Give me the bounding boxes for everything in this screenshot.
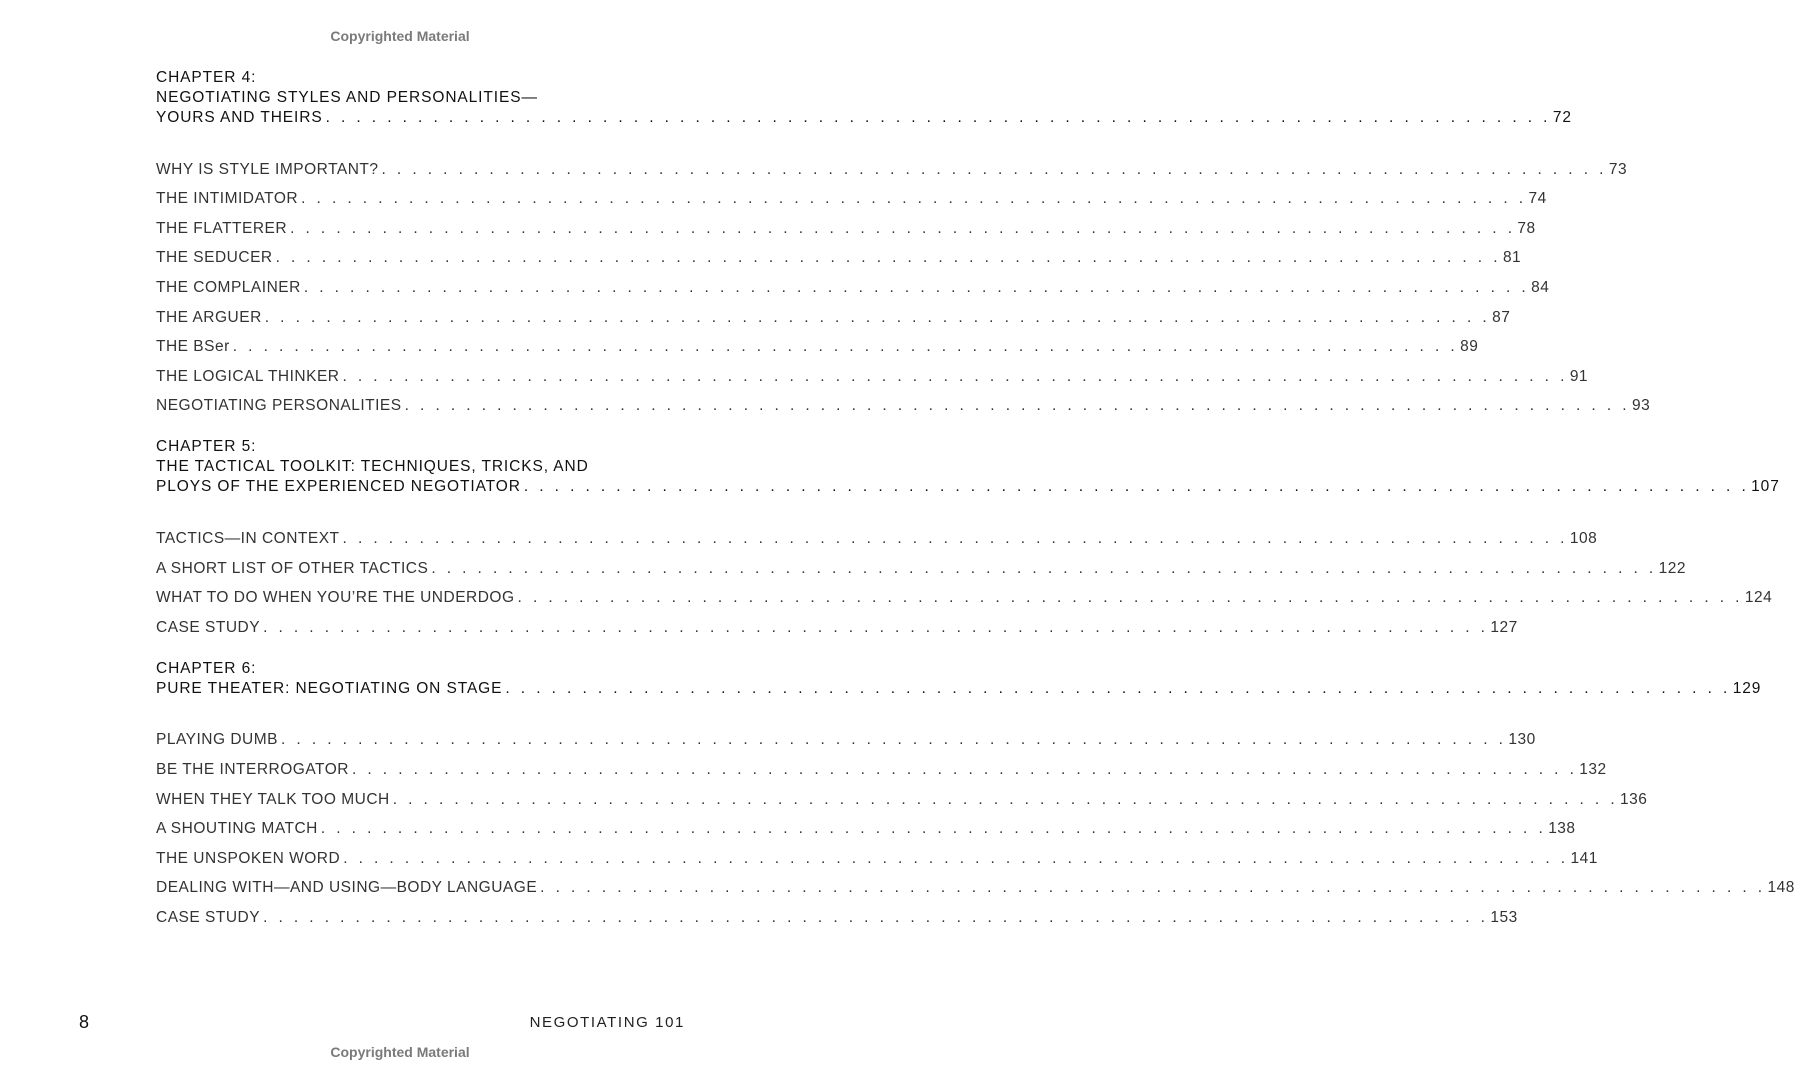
- chapter-label: CHAPTER 6:: [156, 659, 257, 677]
- toc-entry[interactable]: [156, 356, 1589, 386]
- toc-entry[interactable]: [156, 208, 1536, 238]
- entry-page-number: 73: [1608, 160, 1628, 178]
- entry-title: WHEN THEY TALK TOO MUCH: [156, 790, 390, 808]
- chapter-5-entries: [156, 518, 1773, 636]
- table-of-contents: [156, 68, 1795, 927]
- entry-title: CASE STUDY: [156, 618, 261, 636]
- section-spacer: [156, 637, 614, 659]
- entry-page-number: 93: [1631, 397, 1651, 415]
- chapter-title: PURE THEATER: NEGOTIATING ON STAGE: [156, 679, 503, 697]
- entry-title: DEALING WITH—AND USING—BODY LANGUAGE: [156, 879, 538, 897]
- entry-page-number: 81: [1502, 249, 1522, 267]
- chapter-label: CHAPTER 5:: [156, 438, 257, 456]
- dot-leader: . . . . . . . . . . . . . . . . . . . . . . . . . . . . . . . . . . . . . . . . . . . . . . . . . . . . . . . . . . . . . . . . . . . . . . . . . . . . . . . .: [342, 529, 1568, 547]
- dot-leader: . . . . . . . . . . . . . . . . . . . . . . . . . . . . . . . . . . . . . . . . . . . . . . . . . . . . . . . . . . . . . . . . . . . . . . . . . . . . . . . .: [431, 559, 1657, 577]
- dot-leader: . . . . . . . . . . . . . . . . . . . . . . . . . . . . . . . . . . . . . . . . . . . . . . . . . . . . . . . . . . . . . . . . . . . . . . . . . . . . . . . .: [343, 849, 1569, 867]
- section-spacer: [156, 415, 614, 437]
- dot-leader: . . . . . . . . . . . . . . . . . . . . . . . . . . . . . . . . . . . . . . . . . . . . . . . . . . . . . . . . . . . . . . . . . . . . . . . . . . . . . . . .: [263, 908, 1489, 926]
- entry-title: THE BSer: [156, 338, 230, 356]
- dot-leader: . . . . . . . . . . . . . . . . . . . . . . . . . . . . . . . . . . . . . . . . . . . . . . . . . . . . . . . . . . . . . . . . . . . . . . . . . . . . . . . .: [275, 249, 1501, 267]
- toc-entry[interactable]: [156, 578, 1773, 608]
- dot-leader: . . . . . . . . . . . . . . . . . . . . . . . . . . . . . . . . . . . . . . . . . . . . . . . . . . . . . . . . . . . . . . . . . . . . . . . . . . . . . . . .: [381, 160, 1607, 178]
- running-footer-title: NEGOTIATING 101: [529, 1014, 685, 1031]
- dot-leader: . . . . . . . . . . . . . . . . . . . . . . . . . . . . . . . . . . . . . . . . . . . . . . . . . . . . . . . . . . . . . . . . . . . . . . . . . . . . . . . .: [301, 190, 1527, 208]
- entry-page-number: 89: [1460, 338, 1479, 356]
- entry-title: THE INTIMIDATOR: [156, 190, 299, 208]
- dot-leader: . . . . . . . . . . . . . . . . . . . . . . . . . . . . . . . . . . . . . . . . . . . . . . . . . . . . . . . . . . . . . . . . . . . . . . . . . . . . . . . .: [325, 109, 1551, 126]
- chapter-6-entries: [156, 720, 1795, 927]
- entry-page-number: 91: [1569, 367, 1589, 385]
- dot-leader: . . . . . . . . . . . . . . . . . . . . . . . . . . . . . . . . . . . . . . . . . . . . . . . . . . . . . . . . . . . . . . . . . . . . . . . . . . . . . . . .: [342, 367, 1568, 385]
- toc-entry[interactable]: [156, 267, 1550, 297]
- chapter-4-entries: [156, 149, 1651, 415]
- entry-title: NEGOTIATING PERSONALITIES: [156, 397, 402, 415]
- chapter-label: CHAPTER 4:: [156, 69, 257, 86]
- toc-entry[interactable]: [156, 179, 1547, 209]
- dot-leader: . . . . . . . . . . . . . . . . . . . . . . . . . . . . . . . . . . . . . . . . . . . . . . . . . . . . . . . . . . . . . . . . . . . . . . . . . . . . . . . .: [505, 679, 1731, 697]
- chapter-6-heading: [156, 659, 1762, 699]
- dot-leader: . . . . . . . . . . . . . . . . . . . . . . . . . . . . . . . . . . . . . . . . . . . . . . . . . . . . . . . . . . . . . . . . . . . . . . . . . . . . . . . .: [232, 338, 1459, 356]
- entry-page-number: 122: [1658, 559, 1687, 577]
- entry-page-number: 87: [1492, 308, 1511, 326]
- entry-title: THE COMPLAINER: [156, 278, 301, 296]
- entry-title: THE FLATTERER: [156, 219, 288, 237]
- dot-leader: . . . . . . . . . . . . . . . . . . . . . . . . . . . . . . . . . . . . . . . . . . . . . . . . . . . . . . . . . . . . . . . . . . . . . . . . . . . . . . . .: [351, 760, 1578, 778]
- chapter-page-number: 129: [1732, 679, 1762, 697]
- dot-leader: . . . . . . . . . . . . . . . . . . . . . . . . . . . . . . . . . . . . . . . . . . . . . . . . . . . . . . . . . . . . . . . . . . . . . . . . . . . . . . . .: [320, 820, 1547, 838]
- chapter-title: PLOYS OF THE EXPERIENCED NEGOTIATOR: [156, 478, 521, 496]
- entry-page-number: 127: [1490, 618, 1518, 636]
- entry-title: THE LOGICAL THINKER: [156, 367, 340, 385]
- entry-page-number: 84: [1531, 278, 1550, 296]
- entry-page-number: 130: [1508, 731, 1536, 749]
- dot-leader: . . . . . . . . . . . . . . . . . . . . . . . . . . . . . . . . . . . . . . . . . . . . . . . . . . . . . . . . . . . . . . . . . . . . . . . . . . . . . . . .: [281, 731, 1507, 749]
- entry-title: A SHOUTING MATCH: [156, 820, 318, 838]
- toc-entry[interactable]: [156, 238, 1522, 268]
- chapter-page-number: 72: [1552, 109, 1572, 126]
- page-number: 8: [79, 1012, 90, 1032]
- chapter-title-last-line[interactable]: [156, 477, 1780, 497]
- toc-entry[interactable]: [156, 607, 1518, 637]
- toc-entry[interactable]: [156, 149, 1628, 179]
- entry-page-number: 74: [1528, 190, 1547, 208]
- dot-leader: . . . . . . . . . . . . . . . . . . . . . . . . . . . . . . . . . . . . . . . . . . . . . . . . . . . . . . . . . . . . . . . . . . . . . . . . . . . . . . . .: [263, 618, 1489, 636]
- entry-page-number: 108: [1569, 529, 1598, 547]
- toc-entry[interactable]: [156, 386, 1651, 416]
- toc-entry[interactable]: [156, 868, 1795, 898]
- chapter-title-last-line[interactable]: [156, 679, 1762, 699]
- entry-title: WHAT TO DO WHEN YOU’RE THE UNDERDOG: [156, 589, 515, 607]
- entry-title: THE UNSPOKEN WORD: [156, 849, 341, 867]
- toc-entry[interactable]: [156, 809, 1576, 839]
- toc-entry[interactable]: [156, 548, 1687, 578]
- toc-entry[interactable]: [156, 518, 1598, 548]
- dot-leader: . . . . . . . . . . . . . . . . . . . . . . . . . . . . . . . . . . . . . . . . . . . . . . . . . . . . . . . . . . . . . . . . . . . . . . . . . . . . . . . .: [523, 478, 1750, 496]
- toc-entry[interactable]: [156, 720, 1536, 750]
- entry-page-number: 132: [1579, 760, 1607, 778]
- copyright-watermark-bottom: Copyrighted Material: [330, 1044, 470, 1060]
- entry-title: TACTICS—IN CONTEXT: [156, 529, 340, 547]
- toc-entry[interactable]: [156, 838, 1598, 868]
- chapter-title-line: NEGOTIATING STYLES AND PERSONALITIES—: [156, 89, 538, 106]
- entry-page-number: 124: [1744, 589, 1773, 607]
- entry-title: THE ARGUER: [156, 308, 262, 326]
- chapter-title-last-line[interactable]: [156, 108, 1572, 128]
- entry-page-number: 78: [1517, 219, 1536, 237]
- entry-page-number: 136: [1620, 790, 1648, 808]
- chapter-5-heading: [156, 437, 1780, 497]
- toc-entry[interactable]: [156, 297, 1511, 327]
- entry-title: PLAYING DUMB: [156, 731, 278, 749]
- toc-entry[interactable]: [156, 897, 1518, 927]
- chapter-4-heading: [156, 68, 1572, 128]
- toc-entry[interactable]: [156, 327, 1479, 357]
- entry-page-number: 138: [1548, 820, 1576, 838]
- entry-title: THE SEDUCER: [156, 249, 273, 267]
- dot-leader: . . . . . . . . . . . . . . . . . . . . . . . . . . . . . . . . . . . . . . . . . . . . . . . . . . . . . . . . . . . . . . . . . . . . . . . . . . . . . . . .: [392, 790, 1619, 808]
- dot-leader: . . . . . . . . . . . . . . . . . . . . . . . . . . . . . . . . . . . . . . . . . . . . . . . . . . . . . . . . . . . . . . . . . . . . . . . . . . . . . . . .: [540, 879, 1766, 897]
- dot-leader: . . . . . . . . . . . . . . . . . . . . . . . . . . . . . . . . . . . . . . . . . . . . . . . . . . . . . . . . . . . . . . . . . . . . . . . . . . . . . . . .: [264, 308, 1491, 326]
- chapter-title-line: THE TACTICAL TOOLKIT: TECHNIQUES, TRICKS, AND: [156, 458, 589, 476]
- entry-title: BE THE INTERROGATOR: [156, 760, 349, 778]
- copyright-watermark-top: Copyrighted Material: [330, 28, 470, 44]
- entry-title: A SHORT LIST OF OTHER TACTICS: [156, 559, 429, 577]
- dot-leader: . . . . . . . . . . . . . . . . . . . . . . . . . . . . . . . . . . . . . . . . . . . . . . . . . . . . . . . . . . . . . . . . . . . . . . . . . . . . . . . .: [517, 589, 1743, 607]
- dot-leader: . . . . . . . . . . . . . . . . . . . . . . . . . . . . . . . . . . . . . . . . . . . . . . . . . . . . . . . . . . . . . . . . . . . . . . . . . . . . . . . .: [303, 278, 1530, 296]
- chapter-page-number: 107: [1751, 478, 1780, 496]
- entry-title: CASE STUDY: [156, 908, 261, 926]
- dot-leader: . . . . . . . . . . . . . . . . . . . . . . . . . . . . . . . . . . . . . . . . . . . . . . . . . . . . . . . . . . . . . . . . . . . . . . . . . . . . . . . .: [290, 219, 1516, 237]
- toc-entry[interactable]: [156, 779, 1648, 809]
- entry-page-number: 153: [1490, 908, 1518, 926]
- entry-page-number: 141: [1570, 849, 1598, 867]
- toc-entry[interactable]: [156, 749, 1607, 779]
- entry-title: WHY IS STYLE IMPORTANT?: [156, 160, 379, 178]
- chapter-title: YOURS AND THEIRS: [156, 109, 323, 126]
- dot-leader: . . . . . . . . . . . . . . . . . . . . . . . . . . . . . . . . . . . . . . . . . . . . . . . . . . . . . . . . . . . . . . . . . . . . . . . . . . . . . . . .: [404, 397, 1630, 415]
- entry-page-number: 148: [1767, 879, 1795, 897]
